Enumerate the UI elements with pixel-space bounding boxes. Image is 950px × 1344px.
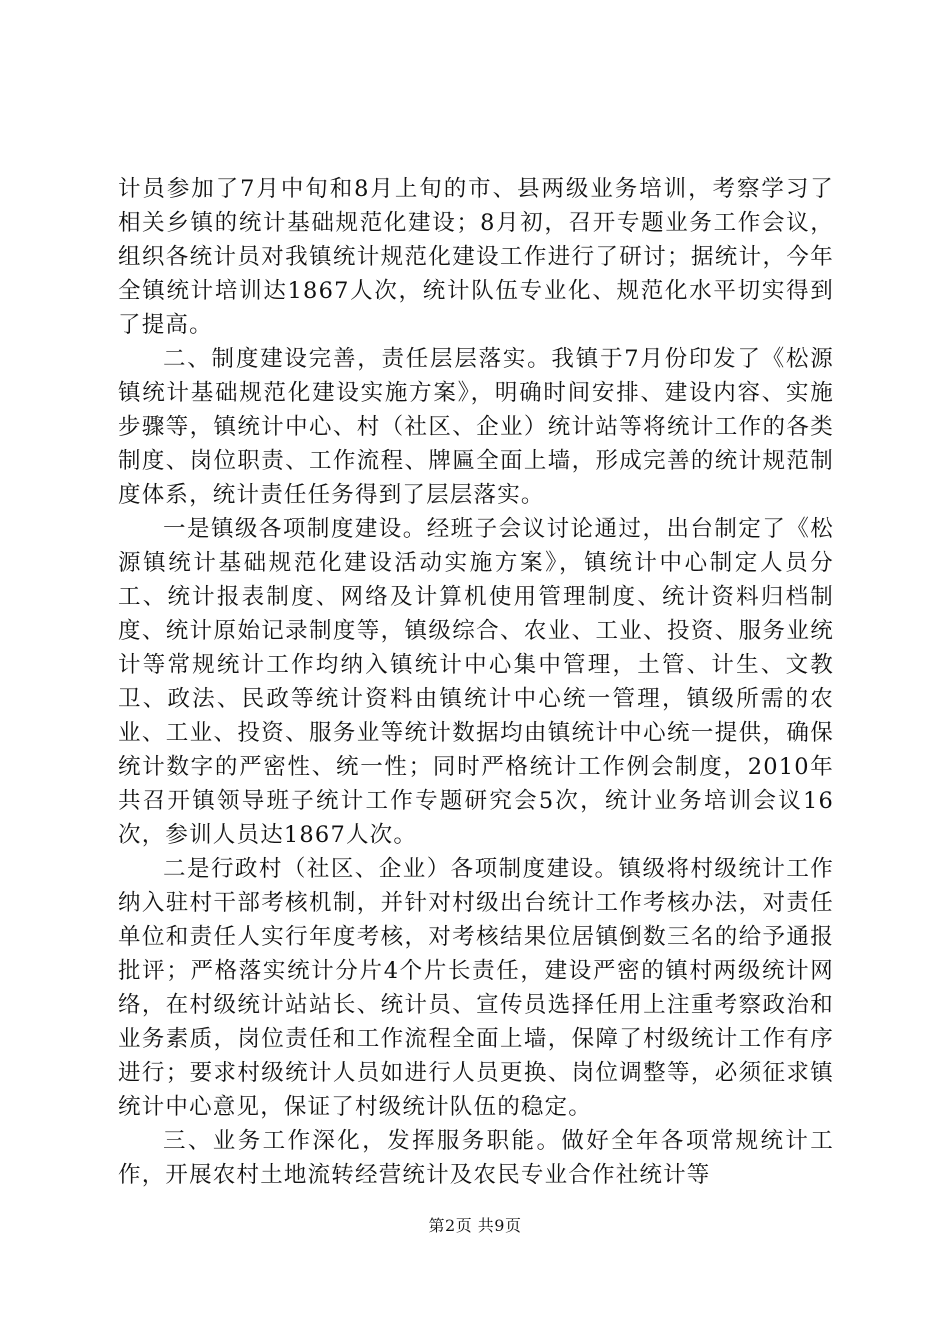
paragraph-section-two: 二、制度建设完善，责任层层落实。我镇于7月份印发了《松源镇统计基础规范化建设实施方案》，明确时间安排、建设内容、实施步骤等，镇统计中心、村（社区、企业）统计站等将统计工作的各类制度、岗位职责、工作流程、牌匾全面上墙，形成完善的统计规范制度体系，统计责任任务得到了层层落实。: [118, 346, 834, 508]
document-body: [118, 172, 834, 1192]
page-footer: [0, 1216, 950, 1236]
paragraph-town-level-systems: 一是镇级各项制度建设。经班子会议讨论通过，出台制定了《松源镇统计基础规范化建设活动实施方案》，镇统计中心制定人员分工、统计报表制度、网络及计算机使用管理制度、统计资料归档制度、统计原始记录制度等，镇级综合、农业、工业、投资、服务业统计等常规统计工作均纳入镇统计中心集中管理，土管、计生、文教卫、政法、民政等统计资料由镇统计中心统一管理，镇级所需的农业、工业、投资、服务业等统计数据均由镇统计中心统一提供，确保统计数字的严密性、统一性；同时严格统计工作例会制度，2010年共召开镇领导班子统计工作专题研究会5次，统计业务培训会议16次，参训人员达1867人次。: [118, 516, 834, 848]
page-number-label: 第2页 共9页: [428, 1216, 522, 1235]
paragraph-continued: 计员参加了7月中旬和8月上旬的市、县两级业务培训，考察学习了相关乡镇的统计基础规范化建设；8月初，召开专题业务工作会议，组织各统计员对我镇统计规范化建设工作进行了研讨；据统计，今年全镇统计培训达1867人次，统计队伍专业化、规范化水平切实得到了提高。: [118, 176, 834, 338]
paragraph-section-three: 三、业务工作深化，发挥服务职能。做好全年各项常规统计工作，开展农村土地流转经营统计及农民专业合作社统计等: [118, 1128, 834, 1188]
paragraph-village-level-systems: 二是行政村（社区、企业）各项制度建设。镇级将村级统计工作纳入驻村干部考核机制，并针对村级出台统计工作考核办法，对责任单位和责任人实行年度考核，对考核结果位居镇倒数三名的给予通报批评；严格落实统计分片4个片长责任，建设严密的镇村两级统计网络，在村级统计站站长、统计员、宣传员选择任用上注重考察政治和业务素质，岗位责任和工作流程全面上墙，保障了村级统计工作有序进行；要求村级统计人员如进行人员更换、岗位调整等，必须征求镇统计中心意见，保证了村级统计队伍的稳定。: [118, 856, 834, 1120]
